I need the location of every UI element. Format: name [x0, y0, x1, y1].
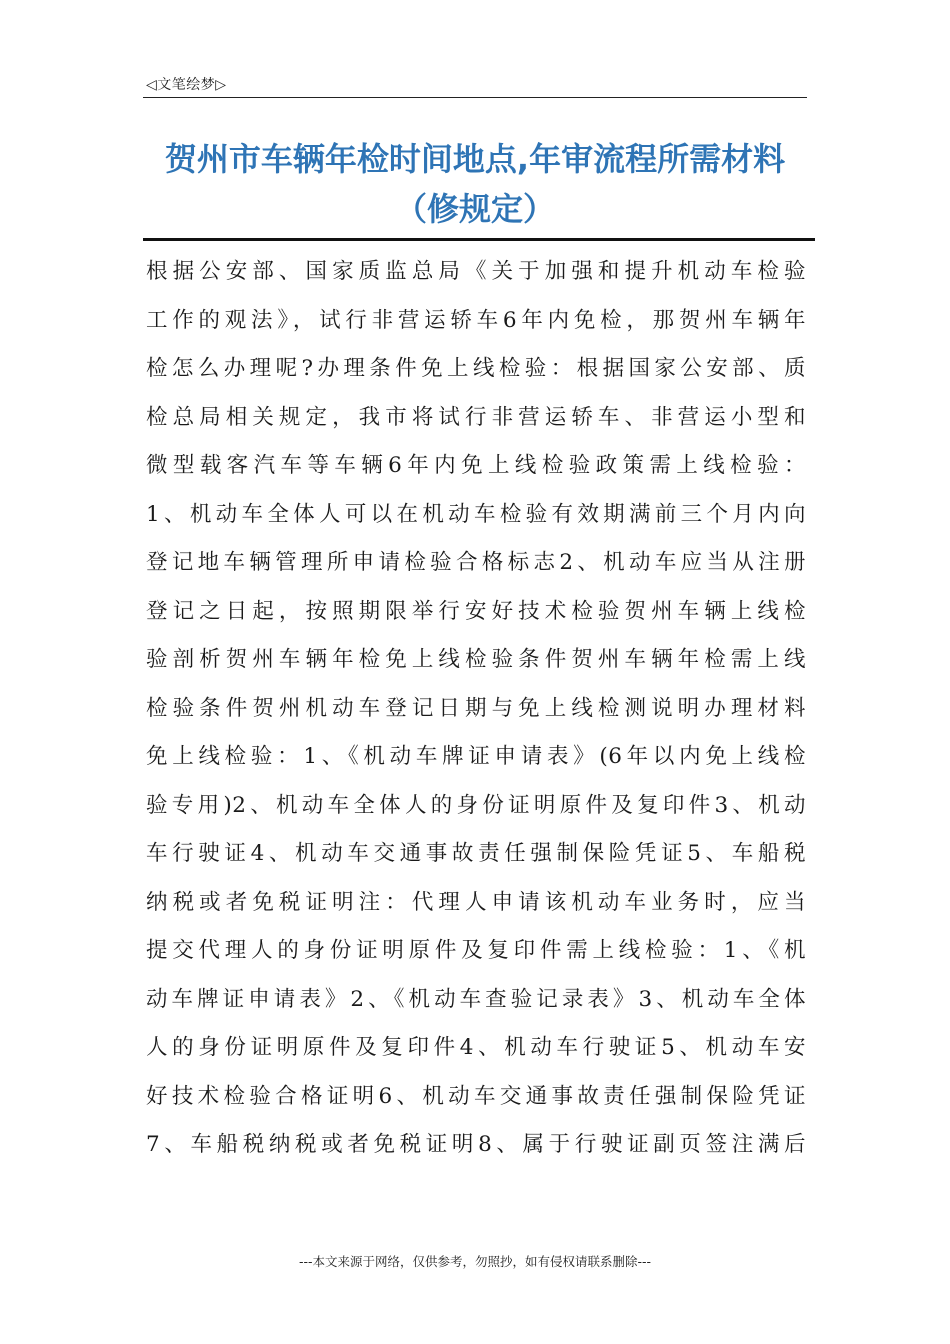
title-divider	[143, 238, 815, 241]
body-line: 登记之日起，按照期限举行安好技术检验贺州车辆上线检	[146, 598, 806, 624]
body-line: 验专用)2、机动车全体人的身份证明原件及复印件3、机动	[146, 792, 806, 818]
body-line: 登记地车辆管理所申请检验合格标志2、机动车应当从注册	[146, 550, 806, 575]
body-line: 提交代理人的身份证明原件及复印件需上线检验：1、《机	[146, 938, 806, 963]
body-line: 纳税或者免税证明注：代理人申请该机动车业务时，应当	[146, 889, 806, 915]
body-line: 验剖析贺州车辆年检免上线检验条件贺州车辆年检需上线	[146, 647, 806, 672]
footer-disclaimer: ---本文来源于网络，仅供参考，勿照抄，如有侵权请联系删除---	[298, 1254, 652, 1269]
body-line: 动车牌证申请表》2、《机动车查验记录表》3、机动车全体	[146, 986, 806, 1012]
body-line: 好技术检验合格证明6、机动车交通事故责任强制保险凭证	[146, 1083, 806, 1109]
body-line: 免上线检验：1、《机动车牌证申请表》(6年以内免上线检	[146, 744, 806, 769]
body-line: 工作的观法》，试行非营运轿车6年内免检，那贺州车辆年	[146, 307, 806, 333]
body-line: 检总局相关规定，我市将试行非营运轿车、非营运小型和	[146, 404, 806, 430]
body-line: 人的身份证明原件及复印件4、机动车行驶证5、机动车安	[146, 1035, 806, 1060]
body-line: 1、机动车全体人可以在机动车检验有效期满前三个月内向	[146, 501, 806, 527]
body-line: 微型载客汽车等车辆6年内免上线检验政策需上线检验：	[146, 453, 806, 478]
body-line: 车行驶证4、机动车交通事故责任强制保险凭证5、车船税	[146, 841, 806, 866]
body-line: 检怎么办理呢?办理条件免上线检验：根据国家公安部、质	[146, 356, 806, 381]
header-label: ◁文笔绘梦▷	[146, 77, 227, 93]
body-line: 根据公安部、国家质监总局《关于加强和提升机动车检验	[146, 259, 806, 284]
body-line: 检验条件贺州机动车登记日期与免上线检测说明办理材料	[146, 695, 806, 721]
header-divider	[143, 97, 807, 98]
body-line: 7、车船税纳税或者免税证明8、属于行驶证副页签注满后	[146, 1132, 806, 1157]
document-body	[146, 248, 806, 1170]
document-title: 贺州市车辆年检时间地点,年审流程所需材料（修规定）	[164, 140, 786, 228]
